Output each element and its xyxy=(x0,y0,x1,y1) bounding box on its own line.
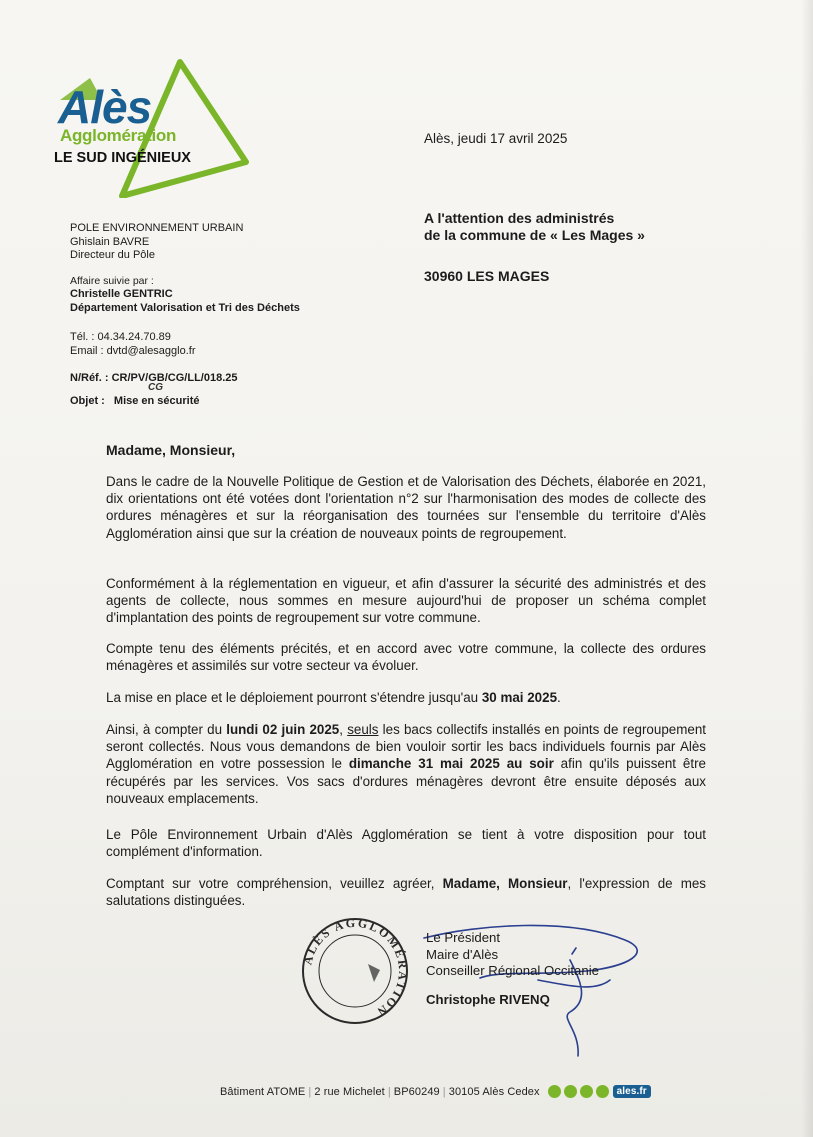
object-value: Mise en sécurité xyxy=(113,394,200,407)
p7-c: , l'expression de mes salutations distinguées. xyxy=(106,876,706,909)
sender-email: Email : dvtd@alesagglo.fr xyxy=(70,344,196,357)
p4-text: La mise en place et le déploiement pourront s'étendre jusqu'au xyxy=(106,690,482,705)
paragraph-2: Conformément à la réglementation en vigueur, et afin d'assurer la sécurité des administrés et des agents de collecte, nous sommes en mesure aujourd'hui de proposer un schéma complet d'implantation des points de regroupement sur votre commune. xyxy=(106,576,706,626)
paragraph-4 xyxy=(106,689,706,706)
recipient-postal: 30960 LES MAGES xyxy=(424,268,550,284)
stamp-text: ALÈS AGGLOMÉRATION xyxy=(300,915,411,1020)
youtube-icon[interactable] xyxy=(580,1085,593,1098)
followed-label: Affaire suivie par : xyxy=(70,274,154,287)
p4-end: . xyxy=(557,690,561,705)
footer-street: 2 rue Michelet xyxy=(314,1085,385,1098)
p5-collection-date: dimanche 31 mai 2025 au soir xyxy=(348,756,554,772)
facebook-icon[interactable] xyxy=(548,1085,561,1098)
letter-footer: Bâtiment ATOME | 2 rue Michelet | BP60249 | 30105 Alès Cedex ales.fr xyxy=(220,1085,651,1098)
paragraph-1: Dans le cadre de la Nouvelle Politique de Gestion et de Valorisation des Déchets, élaborée en 2021, dix orientations ont été votées dont l'orientation n°2 sur l'harmonisation des modes de collecte des ordures ménagères et sur la réorganisation des tournées sur l'ensemble du territoire d'Alès Agglomération ainsi que sur la création de nouveaux points de regroupement. xyxy=(106,474,706,541)
p5-c: , xyxy=(339,722,348,737)
p5-a: Ainsi, à compter du xyxy=(106,722,227,737)
p5-seuls: seuls xyxy=(347,722,379,737)
followed-department: Département Valorisation et Tri des Déchets xyxy=(70,301,300,314)
signature-line-2: Maire d'Alès xyxy=(426,946,499,962)
salutation: Madame, Monsieur, xyxy=(106,442,236,458)
p7-a: Comptant sur votre compréhension, veuillez agréer, xyxy=(106,876,443,891)
footer-building: Bâtiment ATOME xyxy=(220,1085,306,1098)
letter-date: Alès, jeudi 17 avril 2025 xyxy=(424,131,568,146)
p7-madame-monsieur: Madame, Monsieur xyxy=(442,876,568,891)
signature-line-3: Conseiller Régional Occitanie xyxy=(426,963,599,978)
signatory-name: Christophe RIVENQ xyxy=(426,991,550,1007)
website-link[interactable]: ales.fr xyxy=(613,1085,651,1098)
reference-line xyxy=(70,372,300,393)
reference-label: N/Réf. : xyxy=(70,372,109,384)
recipient-line-2: de la commune de « Les Mages » xyxy=(424,227,645,243)
logo-wordmark: Alès xyxy=(58,81,152,133)
linkedin-icon[interactable] xyxy=(596,1085,609,1098)
paragraph-5 xyxy=(106,721,706,807)
p4-deadline: 30 mai 2025 xyxy=(481,690,558,705)
p5-start-date: lundi 02 juin 2025 xyxy=(226,722,340,737)
followed-name: Christelle GENTRIC xyxy=(70,288,173,300)
twitter-icon[interactable] xyxy=(564,1085,577,1098)
page-edge-shadow xyxy=(801,0,813,1137)
recipient-block xyxy=(424,210,645,244)
sender-department: POLE ENVIRONNEMENT URBAIN xyxy=(70,222,244,234)
reference-handwritten: CG xyxy=(148,382,163,393)
object-line xyxy=(70,395,300,409)
sender-director-name: Ghislain BAVRE xyxy=(70,235,150,248)
signature-line-1: Le Président xyxy=(426,930,501,945)
recipient-line-1: A l'attention des administrés xyxy=(424,210,615,226)
sender-phone: Tél. : 04.34.24.70.89 xyxy=(70,331,171,343)
footer-bp: BP60249 xyxy=(393,1085,440,1098)
object-label: Objet : xyxy=(70,394,105,407)
ales-agglomeration-logo xyxy=(50,58,250,198)
logo-tagline: LE SUD INGÉNIEUX xyxy=(54,150,191,166)
sender-director-title: Directeur du Pôle xyxy=(70,249,155,261)
signature-block xyxy=(426,930,599,1008)
paragraph-3: Compte tenu des éléments précités, et en accord avec votre commune, la collecte des ordures ménagères et assimilés sur votre secteur va évoluer. xyxy=(106,641,706,674)
paragraph-7 xyxy=(106,875,706,909)
logo-subtitle: Agglomération xyxy=(60,126,177,145)
footer-city: 30105 Alès Cedex xyxy=(448,1085,540,1098)
p5-e: les bacs collectifs installés en points de regroupement seront collectés. Nous vous demandons de bien vouloir sortir les bacs individuels fournis par Alès Agglomération en votre possession le xyxy=(106,722,706,772)
svg-text:ALÈS AGGLOMÉRATION xyxy=(300,916,410,1020)
sender-block xyxy=(70,222,300,408)
reference-value: CR/PV/GB/CG/LL/018.25 xyxy=(111,372,238,384)
paragraph-6: Le Pôle Environnement Urbain d'Alès Agglomération se tient à votre disposition pour tout complément d'information. xyxy=(106,827,706,860)
official-stamp-icon xyxy=(296,912,414,1030)
p5-g: afin qu'ils puissent être récupérés par les services. Vos sacs d'ordures ménagères devront être ensuite déposés aux nouveaux emplacements. xyxy=(106,756,706,806)
